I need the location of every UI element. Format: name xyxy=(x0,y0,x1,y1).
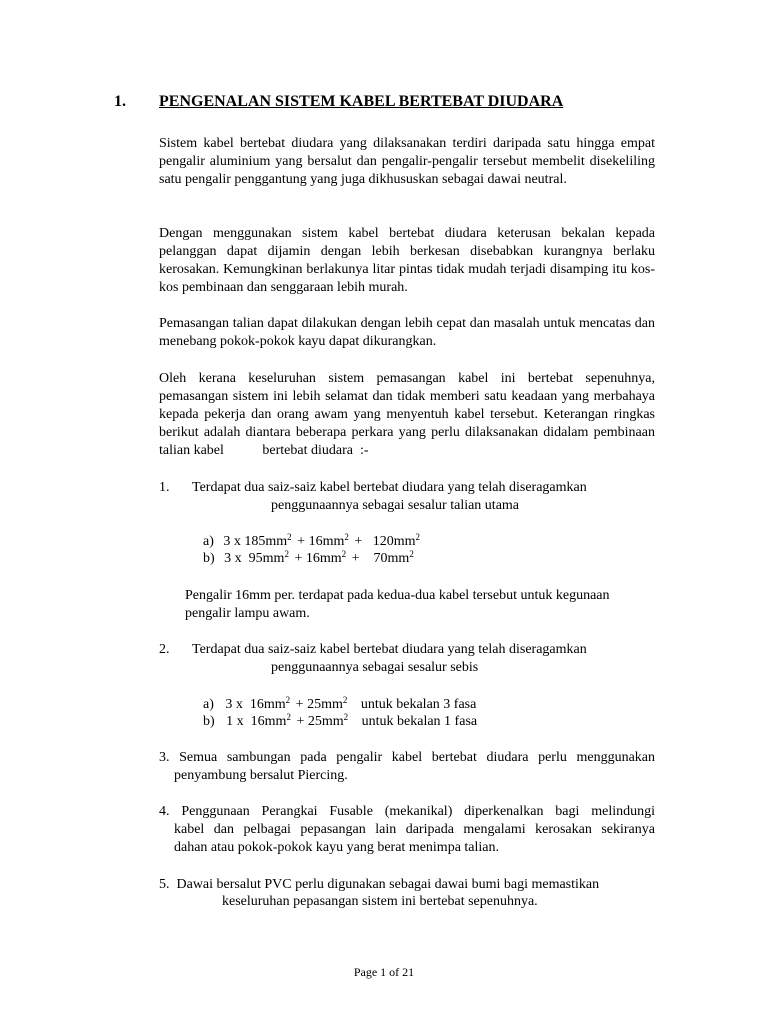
size-cores: 1 x 16mm xyxy=(226,714,287,729)
size-label: a) xyxy=(203,534,214,549)
item-2-number: 2. xyxy=(159,642,170,657)
superscript-2: 2 xyxy=(341,549,347,559)
size-row xyxy=(203,713,477,731)
paragraph-2: Dengan menggunakan sistem kabel bertebat diudara keterusan bekalan kepada pelanggan dapat dijamin dengan lebih berkesan disebabkan kurangnya berlaku kerosakan. Kemungkinan berlakunya litar pintas tidak mudah terjadi disamping itu kos-kos pembinaan dan senggaraan lebih murah. xyxy=(159,226,655,295)
size-part: + 16mm xyxy=(297,534,345,549)
item-2-line-2: penggunaannya sebagai sesalur sebis xyxy=(271,660,479,675)
size-cores: 3 x 16mm xyxy=(225,697,286,712)
item-4-line-2: kabel dan pelbagai pepasangan lain daripada mengalami kerosakan sekiranya xyxy=(174,822,655,837)
superscript-2: 2 xyxy=(344,532,349,542)
superscript-2: 2 xyxy=(287,532,292,542)
size-label: b) xyxy=(203,551,215,566)
item-1-note-line-1: Pengalir 16mm per. terdapat pada kedua-dua kabel tersebut untuk kegunaan xyxy=(185,588,610,603)
size-part: + 25mm xyxy=(296,714,344,729)
size-supply: untuk bekalan 1 fasa xyxy=(361,714,478,729)
size-cores: 3 x 185mm xyxy=(223,534,288,549)
size-row xyxy=(203,533,420,551)
superscript-2: 2 xyxy=(409,549,414,559)
size-part: + 16mm xyxy=(294,551,342,566)
superscript-2: 2 xyxy=(285,695,291,705)
superscript-2: 2 xyxy=(343,712,349,722)
paragraph-3: Pemasangan talian dapat dilakukan dengan lebih cepat dan masalah untuk mencatas dan menebang pokok-pokok kayu dapat dikurangkan. xyxy=(159,316,655,349)
superscript-2: 2 xyxy=(342,695,348,705)
item-1-number: 1. xyxy=(159,480,170,495)
paragraph-1: Sistem kabel bertebat diudara yang dilaksanakan terdiri daripada satu hingga empat pengalir aluminium yang bersalut dan pengalir-pengalir tersebut membelit disekeliling satu pengalir penggantung yang juga dikhususkan sebagai dawai neutral. xyxy=(159,136,655,187)
item-1-line-1: Terdapat dua saiz-saiz kabel bertebat diudara yang telah diseragamkan xyxy=(192,480,587,495)
paragraph-4: Oleh kerana keseluruhan sistem pemasangan kabel ini bertebat sepenuhnya, pemasangan sistem ini lebih selamat dan tidak memberi satu keadaan yang merbahaya kepada pekerja dan orang awam yang menyentuh kabel tersebut. Keterangan ringkas berikut adalah diantara beberapa perkara yang perlu dilaksanakan didalam pembinaan talian kabel bertebat diudara :- xyxy=(159,371,659,458)
item-1-note-line-2: pengalir lampu awam. xyxy=(185,606,310,621)
section-number: 1. xyxy=(114,93,126,110)
size-cores: 3 x 95mm xyxy=(224,551,285,566)
section-heading xyxy=(114,92,563,112)
size-part: + 70mm xyxy=(351,551,410,566)
size-row xyxy=(203,550,414,568)
size-row xyxy=(203,696,476,714)
page-number: Page 1 of 21 xyxy=(353,965,415,979)
item-4-line-3: dahan atau pokok-pokok kayu yang berat menimpa talian. xyxy=(174,840,500,855)
section-title: PENGENALAN SISTEM KABEL BERTEBAT DIUDARA xyxy=(159,93,564,110)
superscript-2: 2 xyxy=(286,712,291,722)
size-supply: untuk bekalan 3 fasa xyxy=(360,697,477,712)
size-part: + 120mm xyxy=(354,534,416,549)
item-2-line-1: Terdapat dua saiz-saiz kabel bertebat diudara yang telah diseragamkan xyxy=(192,642,587,657)
item-3-line-1: 3. Semua sambungan pada pengalir kabel bertebat diudara perlu menggunakan xyxy=(159,750,655,765)
size-label: b) xyxy=(203,714,215,729)
item-5-line-1: 5. Dawai bersalut PVC perlu digunakan sebagai dawai bumi bagi memastikan xyxy=(159,877,600,892)
size-part: + 25mm xyxy=(295,697,343,712)
item-3-line-2: penyambung bersalut Piercing. xyxy=(174,768,348,783)
item-5-line-2: keseluruhan pepasangan sistem ini bertebat sepenuhnya. xyxy=(222,894,538,909)
item-4-line-1: 4. Penggunaan Perangkai Fusable (mekanikal) diperkenalkan bagi melindungi xyxy=(159,804,655,819)
item-1-line-2: penggunaannya sebagai sesalur talian utama xyxy=(271,498,520,513)
superscript-2: 2 xyxy=(284,549,289,559)
superscript-2: 2 xyxy=(415,532,421,542)
size-label: a) xyxy=(203,697,214,712)
